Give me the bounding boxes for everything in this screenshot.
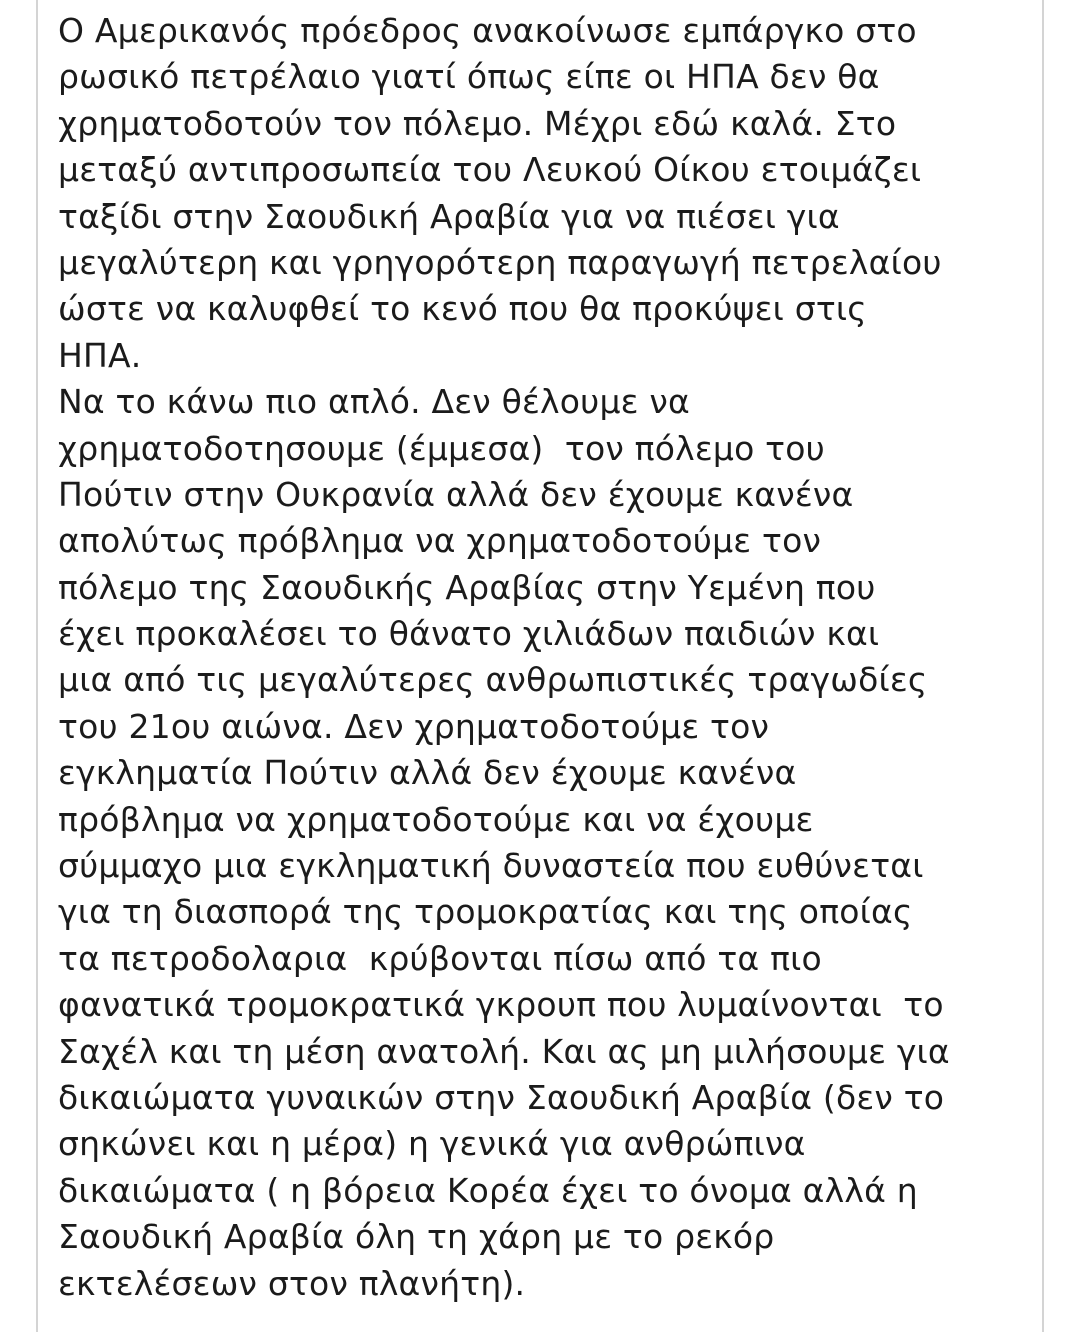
post-line: εγκληματία Πούτιν αλλά δεν έχουμε κανένα	[58, 753, 797, 793]
post-line: για τη διασπορά της τρομοκρατίας και της οποίας	[58, 892, 913, 932]
post-line: χρηματοδοτούν τον πόλεμο. Μέχρι εδώ καλά. Στο	[58, 103, 897, 143]
post-line: δικαιώματα ( η βόρεια Κορέα έχει το όνομα αλλά η	[58, 1170, 918, 1210]
post-line: Ο Αμερικανός πρόεδρος ανακοίνωσε εμπάργκο στο	[58, 11, 917, 50]
post-line: πόλεμο της Σαουδικής Αραβίας στην Υεμένη που	[58, 567, 876, 607]
post-line: μεταξύ αντιπροσωπεία του Λευκού Οίκου ετοιμάζει	[58, 150, 922, 190]
post-line: ταξίδι στην Σαουδική Αραβία για να πιέσει για	[58, 196, 840, 236]
post-line: απολύτως πρόβλημα να χρηματοδοτούμε τον	[58, 521, 822, 561]
post-line: Να το κάνω πιο απλό. Δεν θέλουμε να	[58, 382, 690, 422]
post-line: ρωσικό πετρέλαιο γιατί όπως είπε οι ΗΠΑ δεν θα	[58, 57, 880, 97]
post-line: σύμμαχο μια εγκληματική δυναστεία που ευθύνεται	[58, 846, 924, 886]
post-line: του 21ου αιώνα. Δεν χρηματοδοτούμε τον	[58, 706, 770, 746]
post-line: δικαιώματα γυναικών στην Σαουδική Αραβία (δεν το	[58, 1077, 945, 1117]
post-line: Σαουδική Αραβία όλη τη χάρη με το ρεκόρ	[58, 1217, 775, 1257]
post-line: χρηματοδοτησουμε (έμμεσα) τον πόλεμο του	[58, 428, 825, 468]
post-line: μεγαλύτερη και γρηγορότερη παραγωγή πετρελαίου	[58, 242, 942, 282]
post-line: έχει προκαλέσει το θάνατο χιλιάδων παιδιών και	[58, 614, 880, 654]
post-line: Πούτιν στην Ουκρανία αλλά δεν έχουμε κανένα	[58, 474, 854, 514]
post-line: ώστε να καλυφθεί το κενό που θα προκύψει στις	[58, 289, 867, 329]
post-line: φανατικά τρομοκρατικά γκρουπ που λυμαίνονται το	[58, 985, 944, 1025]
post-line: μια από τις μεγαλύτερες ανθρωπιστικές τραγωδίες	[58, 660, 928, 700]
post-line: τα πετροδολαρια κρύβονται πίσω από τα πιο	[58, 938, 822, 978]
post-line: ΗΠΑ.	[58, 335, 142, 375]
post-line: πρόβλημα να χρηματοδοτούμε και να έχουμε	[58, 799, 814, 839]
post-line: σηκώνει και η μέρα) η γενικά για ανθρώπινα	[58, 1124, 806, 1164]
post-line: Σαχέλ και τη μέση ανατολή. Και ας μη μιλήσουμε για	[58, 1031, 950, 1071]
post-text	[58, 8, 1048, 1307]
post-line: εκτελέσεων στον πλανήτη).	[58, 1263, 526, 1303]
